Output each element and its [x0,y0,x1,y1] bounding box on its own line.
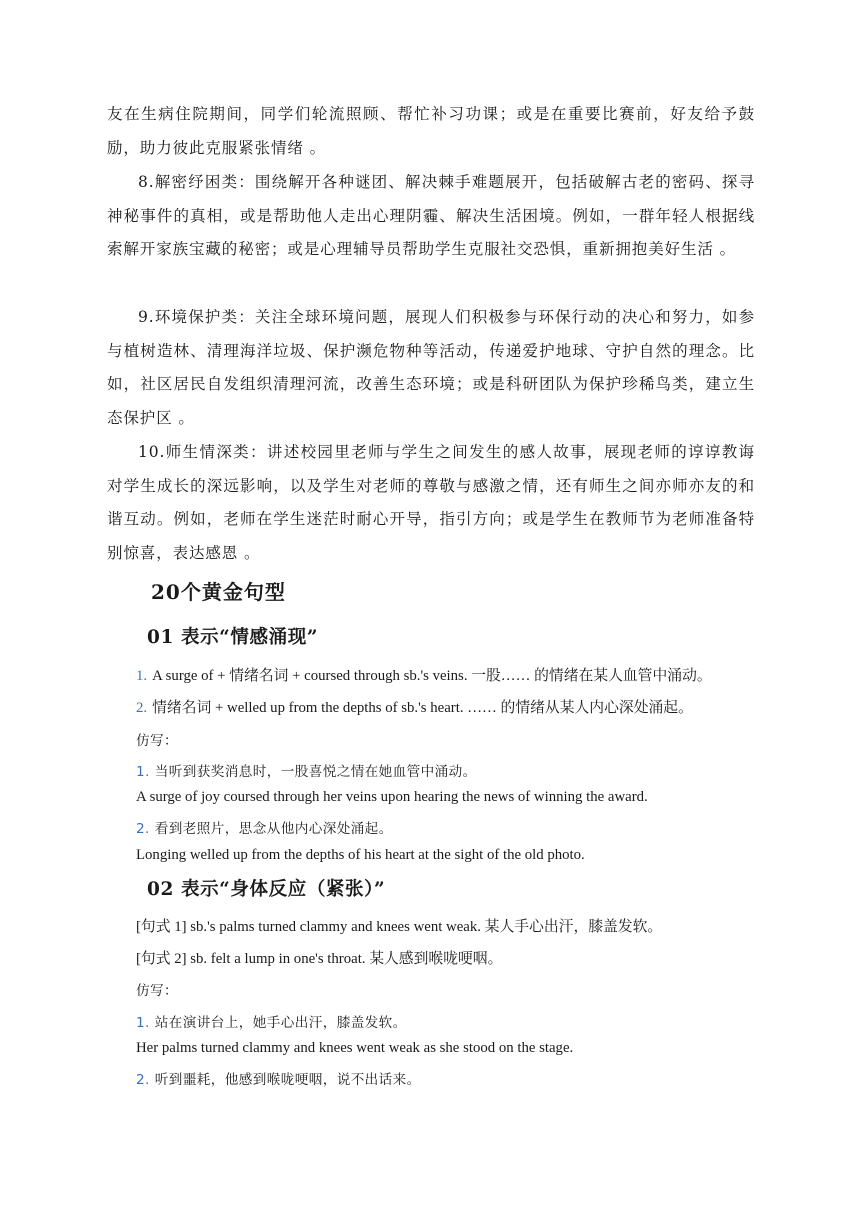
example-cn: 2. 看到老照片，思念从他内心深处涌起。 [136,821,393,837]
example-cn: 1. 站在演讲台上，她手心出汗，膝盖发软。 [136,1015,407,1031]
paragraph-10-teacher-student: 10.师生情深类：讲述校园里老师与学生之间发生的感人故事，展现老师的谆谆教诲对学生成长的深远影响，以及学生对老师的尊敬与感激之情，还有师生之间亦师亦友的和谐互动。例如，老师在学生迷茫时耐心开导，指引方向；或是学生在教师节为老师准备特别惊喜，表达感恩 。 [107,443,755,562]
pattern-line: 1. A surge of + 情绪名词 + coursed through sb.'s veins. 一股…… 的情绪在某人血管中涌动。 [136,668,712,684]
section-heading-emotion: 01 表示“情感涌现” [147,627,319,648]
pattern-line: [句式 1] sb.'s palms turned clammy and knees went weak. 某人手心出汗，膝盖发软。 [136,919,663,935]
main-heading: 20个黄金句型 [151,580,286,604]
example-en: Her palms turned clammy and knees went weak as she stood on the stage. [136,1040,574,1056]
list-number: 2. [136,1072,150,1088]
example-en: A surge of joy coursed through her veins upon hearing the news of winning the award. [136,789,648,805]
list-number: 2. [136,700,148,716]
imitate-label: 仿写： [136,983,178,999]
list-number: 1. [136,764,150,780]
paragraph-9-environment: 9.环境保护类：关注全球环境问题，展现人们积极参与环保行动的决心和努力，如参与植树造林、清理海洋垃圾、保护濒危物种等活动，传递爱护地球、守护自然的理念。比如，社区居民自发组织清理河流，改善生态环境；或是科研团队为保护珍稀鸟类，建立生态保护区 。 [107,308,755,427]
list-number: 2. [136,821,150,837]
paragraph-continuation: 友在生病住院期间，同学们轮流照顾、帮忙补习功课；或是在重要比赛前，好友给予鼓励，助力彼此克服紧张情绪 。 [107,105,755,157]
pattern-line: 2. 情绪名词 + welled up from the depths of sb.'s heart. …… 的情绪从某人内心深处涌起。 [136,700,693,716]
example-cn: 1. 当听到获奖消息时，一股喜悦之情在她血管中涌动。 [136,764,477,780]
paragraph-8-puzzle: 8.解密纾困类：围绕解开各种谜团、解决棘手难题展开，包括破解古老的密码、探寻神秘事件的真相，或是帮助他人走出心理阴霾、解决生活困境。例如，一群年轻人根据线索解开家族宝藏的秘密；或是心理辅导员帮助学生克服社交恐惧，重新拥抱美好生活 。 [107,173,755,258]
pattern-line: [句式 2] sb. felt a lump in one's throat. 某人感到喉咙哽咽。 [136,951,503,967]
list-number: 1. [136,1015,150,1031]
example-en: Longing welled up from the depths of his heart at the sight of the old photo. [136,847,585,863]
section-heading-body-reaction: 02 表示“身体反应（紧张）” [147,879,386,900]
imitate-label: 仿写： [136,733,178,749]
example-cn: 2. 听到噩耗，他感到喉咙哽咽，说不出话来。 [136,1072,421,1088]
list-number: 1. [136,668,148,684]
